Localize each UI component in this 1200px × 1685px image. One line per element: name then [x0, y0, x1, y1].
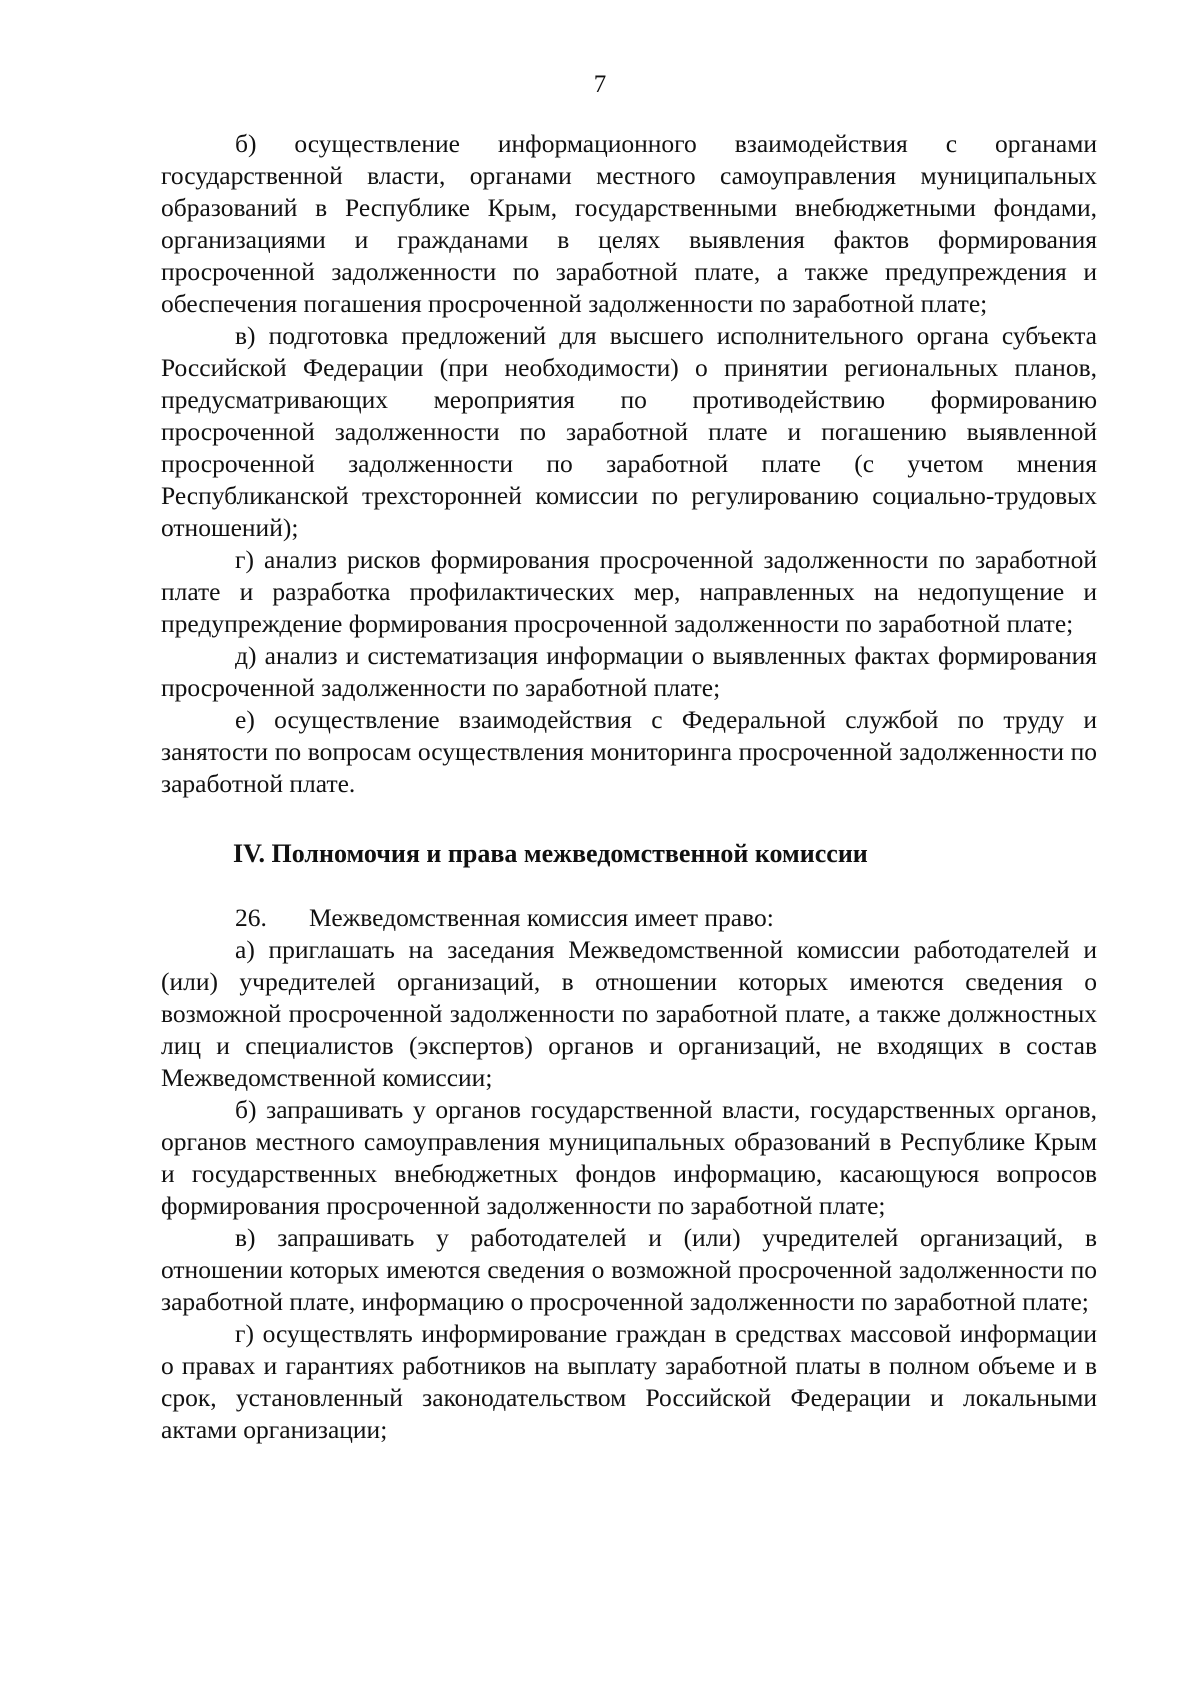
paragraph-e-federal-service: е) осуществление взаимодействия с Федеральной службой по труду и занятости по вопросам осуществления мониторинга просроченной задолженности по заработной плате.: [161, 705, 1097, 798]
paragraph-d-systematization: д) анализ и систематизация информации о выявленных фактах формирования просроченной задолженности по заработной плате;: [161, 641, 1097, 702]
paragraph-g-risk-analysis: г) анализ рисков формирования просроченной задолженности по заработной плате и разработка профилактических мер, направленных на недопущение и предупреждение формирования просроченной задолженности по заработной плате;: [161, 545, 1097, 638]
item-number: 26.: [235, 903, 267, 932]
page-number: 7: [593, 71, 607, 98]
paragraph-b-request-authorities: б) запрашивать у органов государственной власти, государственных органов, органов местного самоуправления муниципальных образований в Республике Крым и государственных внебюджетных фондов информацию, касающуюся вопросов формирования просроченной задолженности по заработной плате;: [161, 1095, 1097, 1220]
paragraph-a-invite: а) приглашать на заседания Межведомственной комиссии работодателей и (или) учредителей организаций, в отношении которых имеются сведения о возможной просроченной задолженности по заработной плате, а также должностных лиц и специалистов (экспертов) органов и организаций, не входящих в состав Межведомственной комиссии;: [161, 935, 1097, 1092]
paragraph-v-proposals: в) подготовка предложений для высшего исполнительного органа субъекта Российской Федерации (при необходимости) о принятии региональных планов, предусматривающих мероприятия по противодействию формированию просроченной задолженности по заработной плате и погашению выявленной просроченной задолженности по заработной плате (с учетом мнения Республиканской трехсторонней комиссии по регулированию социально-трудовых отношений);: [161, 321, 1097, 542]
item-26: [161, 902, 1097, 934]
section-heading: IV. Полномочия и права межведомственной комиссии: [233, 839, 868, 868]
item-26-text: Межведомственная комиссия имеет право:: [309, 903, 774, 932]
paragraph-v-request-employers: в) запрашивать у работодателей и (или) учредителей организаций, в отношении которых имеются сведения о возможной просроченной задолженности по заработной плате, информацию о просроченной задолженности по заработной плате;: [161, 1223, 1097, 1316]
paragraph-b-information-exchange: б) осуществление информационного взаимодействия с органами государственной власти, органами местного самоуправления муниципальных образований в Республике Крым, государственными внебюджетными фондами, организациями и гражданами в целях выявления фактов формирования просроченной задолженности по заработной плате, а также предупреждения и обеспечения погашения просроченной задолженности по заработной плате;: [161, 129, 1097, 318]
paragraph-g-inform-citizens: г) осуществлять информирование граждан в средствах массовой информации о правах и гарантиях работников на выплату заработной платы в полном объеме и в срок, установленный законодательством Российской Федерации и локальными актами организации;: [161, 1319, 1097, 1444]
document-body: [161, 128, 1097, 1446]
